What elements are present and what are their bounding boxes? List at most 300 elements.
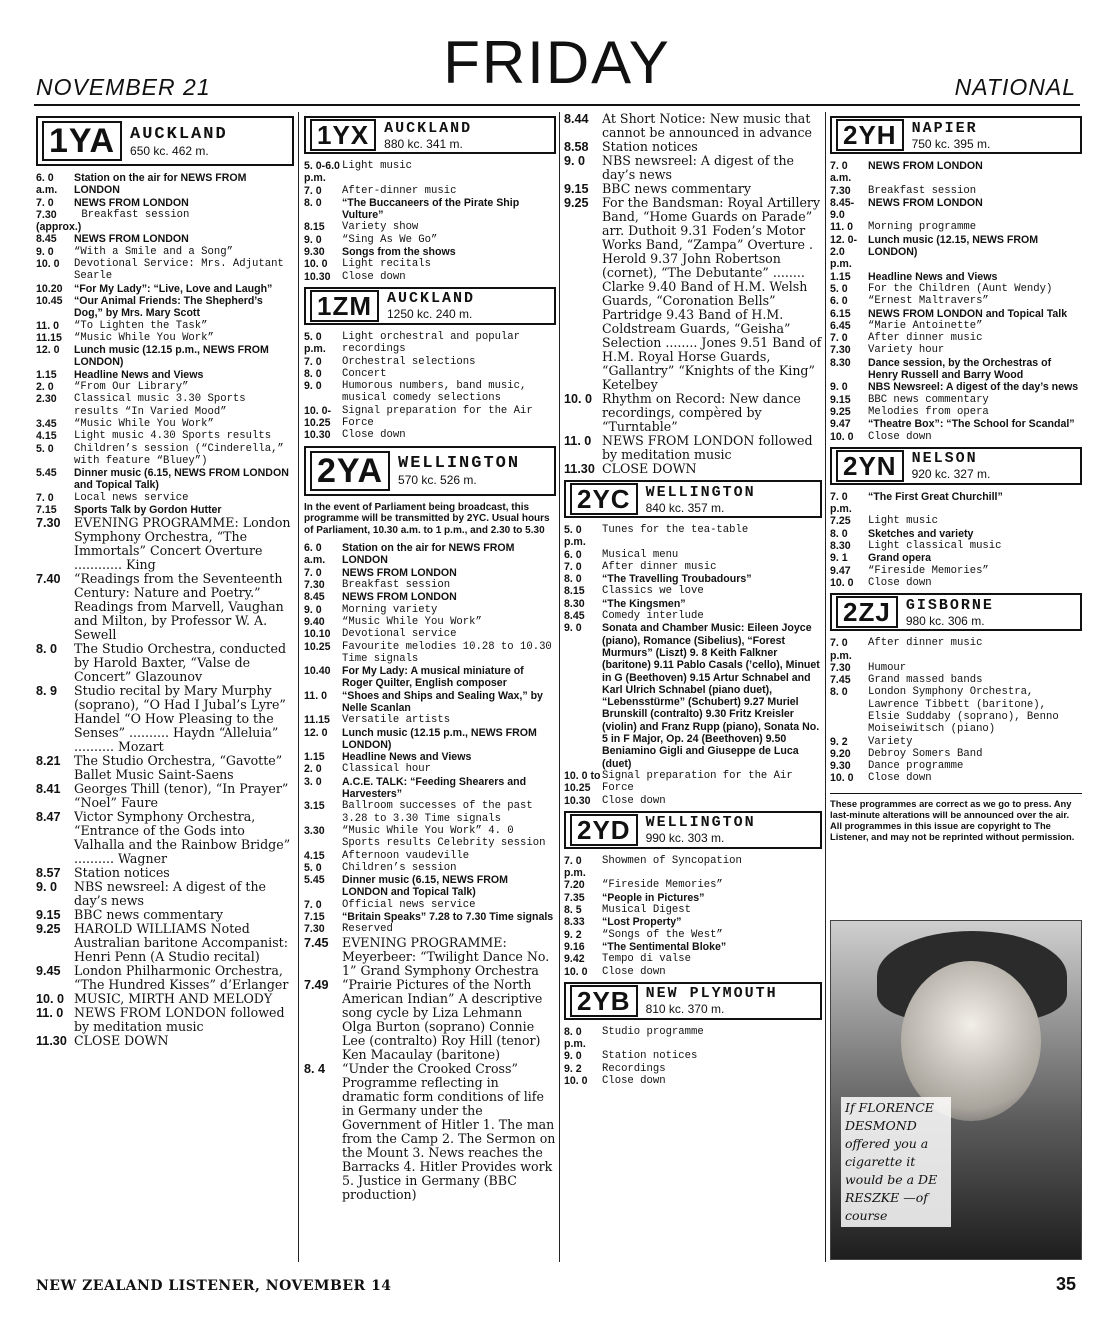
entry-programme: Morning variety: [342, 603, 438, 616]
schedule-entry: [564, 904, 822, 916]
entry-programme: “Marie Antoinette”: [868, 319, 983, 332]
entry-programme: Sonata and Chamber Music: Eileen Joyce (piano), Romance (Sibelius), “Forest Murmurs” (Liszt) 9. 8 Keith Falkner (baritone) 9.11 Pablo Casals (’cello), Minuet in G (Beethoven) 9.15 Artur Schnabel and Karl Ulrich Schnabel (piano duet), “Lebensstürme” (Schubert) 9.27 Muriel Brunskill (contralto) 9.30 Fritz Kreisler (violin) and Franz Rupp (piano), Sonata No. 5 in F Major, Op. 24 (Beethoven) 9.50 Beniamino Gigli and Giuseppe de Luca (duet): [602, 622, 820, 770]
entry-time: 5. 0 p.m.: [564, 524, 586, 549]
schedule-entry: [564, 1063, 822, 1075]
schedule-entry: [304, 405, 556, 430]
entry-time: 7.49: [304, 977, 329, 992]
schedule-entry: [830, 418, 1082, 430]
entry-programme: “With a Smile and a Song”: [74, 245, 233, 258]
entry-programme: Tempo di valse: [602, 953, 692, 966]
entry-programme: Dance programme: [868, 760, 964, 773]
entry-programme: Victor Symphony Orchestra, “Entrance of the Gods into Valhalla and the Rainbow Bridge” .......... Wagner: [74, 809, 291, 867]
schedule-entry: [564, 879, 822, 891]
entry-programme: Children’s session (“Cinderella,” with feature “Bluey”): [74, 442, 284, 467]
header-rule: [34, 104, 1080, 106]
entry-time: 9.16: [564, 940, 585, 953]
station-call: 1YX: [310, 119, 376, 151]
schedule-entry: [564, 795, 822, 807]
entry-programme: NBS Newsreel: A digest of the day’s news: [868, 381, 1079, 394]
schedule-entry: [36, 866, 294, 880]
entry-time: 5. 0: [304, 861, 322, 874]
entry-time: 7.30: [36, 516, 61, 531]
entry-programme: Breakfast session: [868, 184, 977, 197]
schedule-entry: [36, 246, 294, 258]
entry-time: 10. 0-10.25: [304, 404, 332, 430]
schedule-entry: [36, 381, 294, 393]
station-header-1ya: [36, 116, 294, 166]
schedule-entry: [304, 763, 556, 775]
entry-time: 9. 2: [564, 928, 582, 941]
entry-time: 10. 0: [830, 772, 854, 785]
schedule-entry: [36, 369, 294, 381]
schedule-entry: [36, 418, 294, 430]
entry-time: 8.33: [564, 916, 585, 929]
schedule-entry: [830, 637, 1082, 662]
schedule-entry: [36, 1006, 294, 1034]
schedule-entry: [830, 686, 1082, 735]
entry-programme: Lunch music (12.15 p.m., NEWS FROM LONDON): [342, 726, 537, 751]
schedule-entry: [36, 393, 294, 418]
entry-time: 8.45: [304, 591, 325, 604]
entry-programme: “Under the Crooked Cross” Programme reflecting in dramatic form conditions of life in Germany under the Government of Hitler 1. The man from the Camp 2. The Sermon on the Mount 3. News reaches the Barracks 4. Hitler Provides work 5. Justice in Germany (BBC production): [342, 1060, 556, 1202]
entry-time: 8.41: [36, 782, 61, 797]
station-header-2yn: [830, 447, 1082, 485]
schedule-entry: [36, 908, 294, 922]
schedule-entry: [564, 462, 822, 476]
schedule-entry: [36, 320, 294, 332]
entry-time: 9.30: [304, 246, 325, 259]
schedule-2yc: [564, 524, 822, 807]
entry-time: 9.45: [36, 964, 61, 979]
schedule-entry: [304, 197, 556, 222]
entry-time: 2.30: [36, 393, 57, 406]
page-date: NOVEMBER 21: [36, 74, 211, 100]
entry-time: 11. 0: [830, 221, 853, 234]
entry-time: 5. 0: [36, 442, 54, 455]
schedule-entry: [304, 776, 556, 801]
entry-programme: NEWS FROM LONDON: [342, 566, 457, 579]
schedule-entry: [304, 616, 556, 628]
entry-time: 9.25: [564, 196, 589, 210]
entry-time: 8. 5: [564, 904, 582, 917]
entry-programme: EVENING PROGRAMME: London Symphony Orchestra, “The Immortals” Concert Overture ............ King: [74, 515, 291, 573]
schedule-entry: [304, 542, 556, 567]
entry-time: 9. 1: [830, 552, 848, 565]
entry-programme: Lunch music (12.15 p.m., NEWS FROM LONDON): [74, 344, 269, 369]
schedule-entry: [830, 308, 1082, 320]
entry-programme: “People in Pictures”: [602, 891, 705, 904]
schedule-entry: [36, 516, 294, 572]
entry-programme: Variety show: [342, 221, 419, 234]
schedule-entry: [564, 916, 822, 928]
station-name: WELLINGTON: [645, 814, 756, 832]
station-call: 1YA: [42, 121, 122, 161]
entry-programme: NEWS FROM LONDON: [342, 591, 457, 604]
schedule-entry: [830, 760, 1082, 772]
entry-time: 5. 0-6.0 p.m.: [304, 160, 340, 185]
schedule-entry: [36, 964, 294, 992]
schedule-entry: [304, 331, 556, 356]
entry-time: 5. 0: [830, 282, 848, 295]
entry-programme: Station notices: [74, 865, 170, 881]
entry-programme: For the Children (Aunt Wendy): [868, 282, 1053, 295]
entry-programme: Classics we love: [602, 585, 704, 598]
entry-time: 8.30: [830, 356, 851, 369]
schedule-entry: [36, 430, 294, 442]
schedule-entry: [564, 622, 822, 770]
schedule-entry: [830, 491, 1082, 516]
schedule-entry: [304, 665, 556, 690]
entry-programme: NEWS FROM LONDON: [868, 196, 983, 209]
entry-time: 2. 0: [36, 381, 54, 394]
schedule-entry: [564, 598, 822, 610]
schedule-entry: [564, 140, 822, 154]
entry-programme: Close down: [868, 576, 932, 589]
entry-programme: “Music While You Work”: [74, 331, 214, 344]
schedule-entry: [304, 690, 556, 715]
entry-time: 9.20: [830, 747, 851, 760]
entry-time: 8.58: [564, 140, 589, 154]
entry-time: 7.30: [830, 661, 851, 674]
schedule-entry: [564, 549, 822, 561]
entry-time: 10.10: [304, 628, 331, 641]
station-name: NEW PLYMOUTH: [645, 985, 778, 1003]
entry-time: 8. 0: [830, 686, 848, 699]
entry-programme: “The Kingsmen”: [602, 597, 686, 610]
page-number: 35: [1055, 1274, 1076, 1294]
schedule-entry: [304, 356, 556, 368]
schedule-entry: [304, 591, 556, 603]
schedule-entry: [830, 748, 1082, 760]
entry-programme: “Shoes and Ships and Sealing Wax,” by Nelle Scanlan: [342, 689, 543, 714]
entry-time: 12. 0: [304, 726, 328, 739]
entry-programme: Variety: [868, 735, 913, 748]
schedule-entry: [830, 431, 1082, 443]
entry-time: 7.15: [304, 911, 325, 924]
entry-time: 10. 0: [36, 258, 60, 271]
entry-time: 7. 0 p.m.: [564, 854, 586, 880]
entry-time: 12. 0: [36, 344, 60, 357]
schedule-entry: [304, 825, 556, 850]
schedule-entry: [830, 271, 1082, 283]
entry-programme: NEWS FROM LONDON followed by meditation music: [602, 433, 813, 462]
entry-programme: Versatile artists: [342, 714, 451, 727]
entry-time: 9.47: [830, 418, 851, 431]
entry-programme: “To Lighten the Task”: [74, 319, 208, 332]
entry-programme: For My Lady: A musical miniature of Roger Quilter, English composer: [342, 665, 524, 690]
station-name: AUCKLAND: [387, 290, 476, 308]
entry-time: 7. 0 a.m.: [830, 160, 852, 185]
schedule-entry: [830, 577, 1082, 589]
station-name: NELSON: [911, 450, 978, 468]
entry-programme: Light orchestral and popular recordings: [342, 330, 521, 356]
entry-time: 9. 0: [36, 245, 54, 258]
entry-programme: Rhythm on Record: New dance recordings, compèred by “Turntable”: [602, 391, 801, 434]
entry-time: 9.25: [830, 405, 851, 418]
entry-time: 8.45: [564, 610, 585, 623]
entry-programme: Station notices: [602, 139, 698, 154]
schedule-entry: [304, 579, 556, 591]
entry-programme: “Music While You Work”: [342, 615, 482, 628]
entry-time: 3.15: [304, 800, 325, 813]
column-divider: [298, 112, 299, 1262]
entry-programme: Showmen of Syncopation: [602, 854, 742, 867]
entry-programme: Classical hour: [342, 763, 432, 776]
entry-time: 8.45-9.0: [830, 196, 855, 222]
schedule-entry: [830, 406, 1082, 418]
entry-time: 9.15: [36, 908, 61, 923]
entry-time: 5.45: [304, 874, 325, 887]
entry-programme: Ballroom successes of the past 3.28 to 3.30 Time signals: [342, 800, 533, 825]
station-frequency: 920 kc. 327 m.: [911, 467, 991, 482]
station-header-1zm: [304, 287, 556, 325]
evening-schedule-2ya: [304, 936, 556, 1202]
entry-time: 8.44: [564, 112, 589, 126]
schedule-2yh: [830, 160, 1082, 443]
schedule-entry: [564, 953, 822, 965]
schedule-entry: [564, 610, 822, 622]
schedule-entry: [564, 929, 822, 941]
entry-time: 7.45: [830, 674, 851, 687]
schedule-entry: [564, 573, 822, 585]
entry-time: 8. 4: [304, 1061, 326, 1076]
entry-time: 9.30: [830, 760, 851, 773]
entry-time: 8.57: [36, 866, 61, 881]
station-name: AUCKLAND: [130, 124, 228, 144]
schedule-entry: [304, 246, 556, 258]
entry-programme: Debroy Somers Band: [868, 747, 983, 760]
entry-programme: Close down: [868, 430, 932, 443]
column-divider: [825, 112, 826, 1262]
schedule-entry: [564, 1050, 822, 1062]
entry-programme: NEWS FROM LONDON and Topical Talk: [868, 307, 1068, 320]
schedule-entry: [36, 572, 294, 642]
entry-programme: HAROLD WILLIAMS Noted Australian baritone Accompanist: Henri Penn (A Studio recital): [74, 921, 288, 965]
entry-time: 12. 0-2.0 p.m.: [830, 233, 858, 271]
entry-time: 4.15: [36, 430, 57, 443]
entry-programme: “Fireside Memories”: [602, 879, 723, 892]
entry-time: 3. 0: [304, 775, 322, 788]
schedule-entry: [564, 1026, 822, 1051]
entry-programme: A.C.E. TALK: “Feeding Shearers and Harvesters”: [342, 775, 527, 801]
schedule-2yn: [830, 491, 1082, 589]
entry-time: 10.30: [304, 270, 331, 283]
entry-programme: MUSIC, MIRTH AND MELODY: [74, 991, 273, 1007]
entry-programme: Close down: [868, 772, 932, 785]
entry-programme: Concert: [342, 367, 387, 380]
entry-time: 8. 0: [304, 196, 322, 209]
station-call: 2ZJ: [836, 596, 898, 628]
entry-time: 1.15: [36, 368, 57, 381]
entry-programme: Musical menu: [602, 548, 679, 561]
schedule-entry: [36, 209, 294, 234]
schedule-entry: [304, 862, 556, 874]
entry-programme: NEWS FROM LONDON: [74, 196, 189, 209]
entry-programme: Morning programme: [868, 221, 977, 234]
entry-programme: After-dinner music: [342, 184, 457, 197]
entry-time: 7.25: [830, 515, 851, 528]
station-name: AUCKLAND: [384, 119, 473, 137]
entry-programme: BBC news commentary: [74, 907, 223, 923]
entry-time: 11.15: [36, 331, 62, 344]
entry-time: 9. 0: [564, 1050, 582, 1063]
entry-time: 7. 0 p.m.: [830, 637, 852, 662]
entry-programme: Tunes for the tea-table: [602, 524, 749, 536]
schedule-entry: [304, 604, 556, 616]
schedule-entry: [304, 727, 556, 752]
schedule-2yd: [564, 855, 822, 978]
entry-programme: Georges Thill (tenor), “In Prayer” “Noel” Faure: [74, 781, 289, 811]
entry-programme: NBS newsreel: A digest of the day’s news: [74, 879, 267, 909]
schedule-entry: [830, 552, 1082, 564]
station-frequency: 840 kc. 357 m.: [645, 500, 725, 515]
station-frequency: 980 kc. 306 m.: [905, 613, 985, 628]
entry-programme: “Songs of the West”: [602, 928, 723, 941]
entry-time: 6. 0: [564, 548, 582, 561]
entry-programme: Station on the air for NEWS FROM LONDON: [342, 542, 515, 567]
entry-programme: NEWS FROM LONDON: [868, 160, 983, 172]
entry-programme: Signal preparation for the Air Force: [342, 404, 533, 430]
schedule-2ya: [304, 542, 556, 936]
entry-programme: Close down: [602, 794, 666, 807]
entry-time: 11. 0: [36, 319, 59, 332]
schedule-entry: [36, 642, 294, 684]
entry-time: 9. 2: [830, 735, 848, 748]
evening-schedule-1ya: [36, 516, 294, 1048]
entry-programme: Station notices: [602, 1050, 698, 1063]
entry-programme: Dinner music (6.15, NEWS FROM LONDON and Topical Talk): [74, 467, 289, 492]
schedule-entry: [304, 221, 556, 233]
entry-time: 8.21: [36, 754, 61, 769]
schedule-entry: [304, 368, 556, 380]
schedule-entry: [830, 662, 1082, 674]
entry-programme: Songs from the shows: [342, 246, 456, 259]
entry-programme: Close down: [342, 429, 406, 442]
schedule-entry: [36, 443, 294, 468]
station-call: 2YC: [570, 483, 638, 515]
schedule-entry: [830, 332, 1082, 344]
schedule-entry: [830, 160, 1082, 185]
station-header-2yh: [830, 116, 1082, 154]
station-call: 2YH: [836, 119, 904, 151]
schedule-entry: [304, 258, 556, 270]
station-header-2ya: [304, 446, 556, 496]
entry-programme: Close down: [342, 270, 406, 283]
entry-programme: “Fireside Memories”: [868, 564, 989, 577]
entry-time: 9.15: [830, 393, 851, 406]
schedule-entry: [36, 782, 294, 810]
schedule-1zm: [304, 331, 556, 442]
entry-time: 7.30: [830, 344, 851, 357]
entry-time: 8.15: [564, 585, 585, 598]
entry-programme: For the Bandsman: Royal Artillery Band, “Home Guards on Parade” arr. Duthoit 9.31 Foden’s Motor Works Band, “Zampa” Overture . Herold 9.37 John Robertson (cornet), “The Debutante” ........ Clarke 9.40 Band of H.M. Welsh Guards, “Coronation Bells” Partridge 9.43 Band of H.M. Coldstream Guards, “Geisha” Selection ........ Jones 9.51 Band of H.M. Royal Horse Guards, “Gallantry” “Knights of the King” Ketelbey: [602, 195, 822, 392]
schedule-entry: [304, 800, 556, 825]
entry-time: 8. 0: [564, 573, 582, 586]
entry-time: 5. 0 p.m.: [304, 330, 326, 356]
entry-programme: Light music 4.30 Sports results: [74, 430, 272, 443]
entry-programme: Dance session, by the Orchestras of Henry Russell and Barry Wood: [868, 356, 1052, 382]
entry-time: 7. 0: [304, 898, 322, 911]
schedule-entry: [304, 936, 556, 978]
entry-programme: Close down: [602, 1074, 666, 1087]
entry-time: 8. 0 p.m.: [564, 1025, 586, 1051]
entry-programme: “The Buccaneers of the Pirate Ship Vulture”: [342, 196, 520, 222]
entry-programme: “Readings from the Seventeenth Century: Nature and Poetry.” Readings from Marvell, Vaughan and Milton, by Professor W. A. Sewell: [74, 571, 284, 643]
schedule-entry: [830, 515, 1082, 527]
entry-time: 7.20: [564, 879, 585, 892]
entry-time: 10.40: [304, 665, 331, 678]
entry-programme: Light music: [868, 515, 938, 528]
entry-time: 9. 0: [830, 381, 848, 394]
entry-time: 10. 0: [36, 992, 65, 1007]
schedule-entry: [830, 221, 1082, 233]
entry-time: 9. 0: [564, 622, 582, 635]
entry-time: 8. 0: [830, 527, 848, 540]
entry-programme: “The Travelling Troubadours”: [602, 573, 752, 586]
station-name: NAPIER: [911, 119, 978, 137]
schedule-entry: [564, 892, 822, 904]
entry-programme: After dinner music: [868, 637, 983, 650]
entry-time: 7.30: [830, 184, 851, 197]
entry-programme: “Music While You Work” 4. 0 Sports results Celebrity session: [342, 824, 546, 850]
entry-time: 11. 0: [564, 434, 592, 448]
entry-programme: “The First Great Churchill”: [868, 490, 1003, 503]
entry-programme: Afternoon vaudeville: [342, 849, 470, 862]
entry-programme: Breakfast session: [342, 579, 451, 592]
entry-time: 8.30: [830, 540, 851, 553]
entry-time: 2. 0: [304, 763, 322, 776]
entry-programme: “Britain Speaks” 7.28 to 7.30 Time signals: [342, 911, 554, 924]
schedule-entry: [830, 283, 1082, 295]
entry-programme: Station on the air for NEWS FROM LONDON: [74, 172, 247, 197]
schedule-entry: [830, 234, 1082, 271]
entry-time: 6.15: [830, 307, 851, 320]
entry-programme: Sketches and variety: [868, 527, 974, 540]
copyright-notice: These programmes are correct as we go to press. Any last-minute alterations will be announced over the air. All programmes in this issue are copyright to The Listener, and may not be reprinted without permission.: [830, 793, 1082, 842]
schedule-entry: [304, 714, 556, 726]
schedule-entry: [830, 185, 1082, 197]
entry-time: 10.45: [36, 294, 63, 307]
entry-time: 7.35: [564, 891, 585, 904]
entry-time: 7. 0: [304, 184, 322, 197]
entry-time: 7.40: [36, 572, 61, 587]
schedule-entry: [830, 565, 1082, 577]
entry-time: 11.15: [304, 714, 330, 727]
entry-time: 8.47: [36, 810, 61, 825]
entry-time: 6. 0: [830, 295, 848, 308]
schedule-entry: [36, 197, 294, 209]
schedule-entry: [304, 234, 556, 246]
station-name: GISBORNE: [905, 596, 994, 614]
entry-programme: “Music While You Work”: [74, 417, 214, 430]
entry-programme: NEWS FROM LONDON: [74, 233, 189, 246]
entry-time: 8. 9: [36, 684, 58, 699]
schedule-entry: [564, 182, 822, 196]
schedule-entry: [304, 185, 556, 197]
schedule-entry: [304, 641, 556, 666]
entry-programme: Musical Digest: [602, 904, 692, 917]
entry-time: 7. 0: [36, 196, 54, 209]
entry-programme: NBS newsreel: A digest of the day’s news: [602, 153, 795, 182]
entry-time: 9.40: [304, 615, 325, 628]
entry-time: 6. 0 a.m.: [36, 172, 58, 197]
entry-time: 8. 0: [36, 642, 58, 657]
schedule-entry: [830, 381, 1082, 393]
entry-programme: Official news service: [342, 898, 476, 911]
entry-programme: The Studio Orchestra, “Gavotte” Ballet Music Saint-Saens: [74, 753, 283, 783]
column-1: [36, 112, 294, 1260]
entry-programme: Dinner music (6.15, NEWS FROM LONDON and Topical Talk): [342, 874, 508, 899]
